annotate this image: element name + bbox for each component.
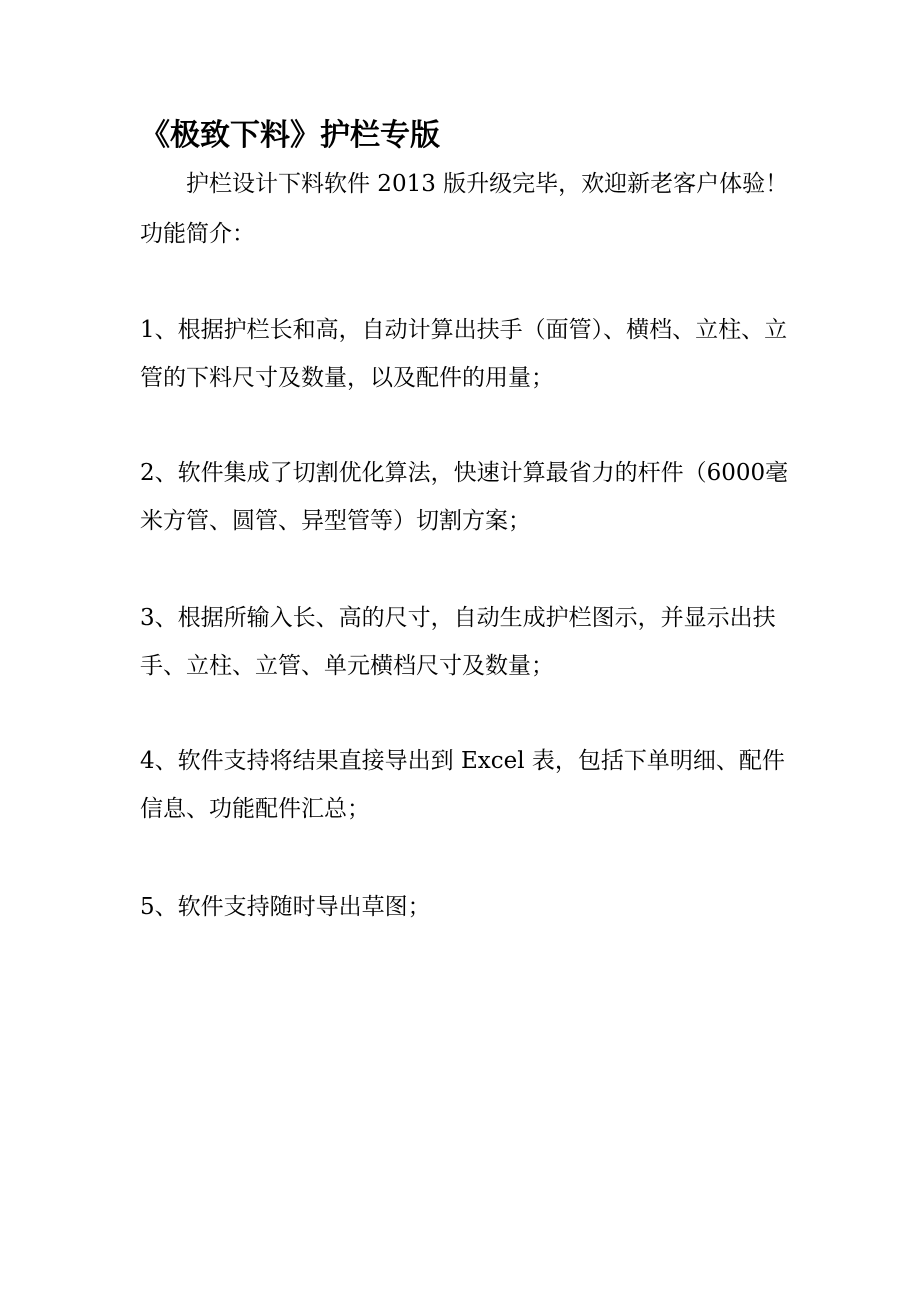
feature-item-1: 1、根据护栏长和高，自动计算出扶手（面管）、横档、立柱、立管的下料尺寸及数量，以及配件的用量； [140,317,788,391]
feature-item-4: 4、软件支持将结果直接导出到 Excel 表，包括下单明细、配件信息、功能配件汇总； [140,748,785,822]
feature-item-2: 2、软件集成了切割优化算法，快速计算最省力的杆件（6000毫米方管、圆管、异型管等）切割方案； [140,460,789,534]
feature-item-5: 5、软件支持随时导出草图； [140,894,431,920]
features-label: 功能简介： [140,221,255,247]
document-title: 《极致下料》护栏专版 [140,118,440,153]
feature-item-3: 3、根据所输入长、高的尺寸，自动生成护栏图示，并显示出扶手、立柱、立管、单元横档尺寸及数量； [140,605,776,679]
intro-paragraph: 护栏设计下料软件 2013 版升级完毕，欢迎新老客户体验！ [186,171,789,197]
